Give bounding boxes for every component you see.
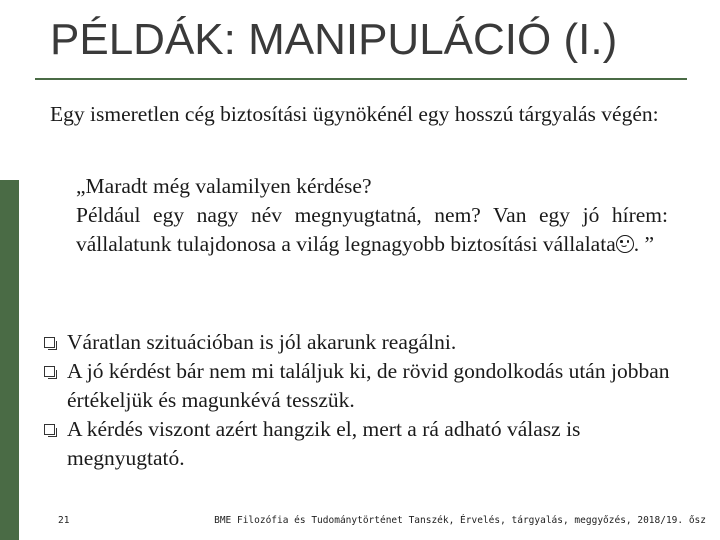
- bullet-item: [44, 328, 672, 357]
- bullet-item: [44, 415, 672, 473]
- quote-line-2-end: . ”: [633, 232, 655, 256]
- page-number: 21: [58, 515, 70, 526]
- smiley-icon: [616, 235, 634, 253]
- bullet-text: A jó kérdést bár nem mi találjuk ki, de rövid gondolkodás után jobban értékeljük és magunkévá tesszük.: [67, 359, 670, 412]
- sidebar-green-block: [0, 180, 19, 540]
- bullet-text: A kérdés viszont azért hangzik el, mert a rá adható válasz is megnyugtató.: [67, 417, 581, 470]
- title-underline: [35, 78, 687, 80]
- quote-line-2-text: Például egy nagy név megnyugtatná, nem? Van egy jó hírem: vállalatunk tulajdonosa a világ legnagyobb biztosítási vállalata: [76, 203, 668, 256]
- square-bullet-icon: [44, 424, 55, 435]
- square-bullet-icon: [44, 366, 55, 377]
- square-bullet-icon: [44, 337, 55, 348]
- quote-block: [76, 172, 668, 259]
- bullet-text: Váratlan szituációban is jól akarunk reagálni.: [67, 330, 457, 354]
- sidebar-top-block: [0, 0, 19, 180]
- quote-line-1: „Maradt még valamilyen kérdése?: [76, 174, 372, 198]
- sidebar-accent: [0, 0, 19, 540]
- quote-line-2: [76, 201, 668, 259]
- bullet-list: [44, 328, 672, 473]
- footer-text: BME Filozófia és Tudománytörténet Tanszék, Érvelés, tárgyalás, meggyőzés, 2018/19. ősz: [214, 515, 706, 526]
- slide-title: PÉLDÁK: MANIPULÁCIÓ (I.): [50, 15, 618, 64]
- intro-text: Egy ismeretlen cég biztosítási ügynökénél egy hosszú tárgyalás végén:: [50, 102, 659, 126]
- bullet-item: [44, 357, 672, 415]
